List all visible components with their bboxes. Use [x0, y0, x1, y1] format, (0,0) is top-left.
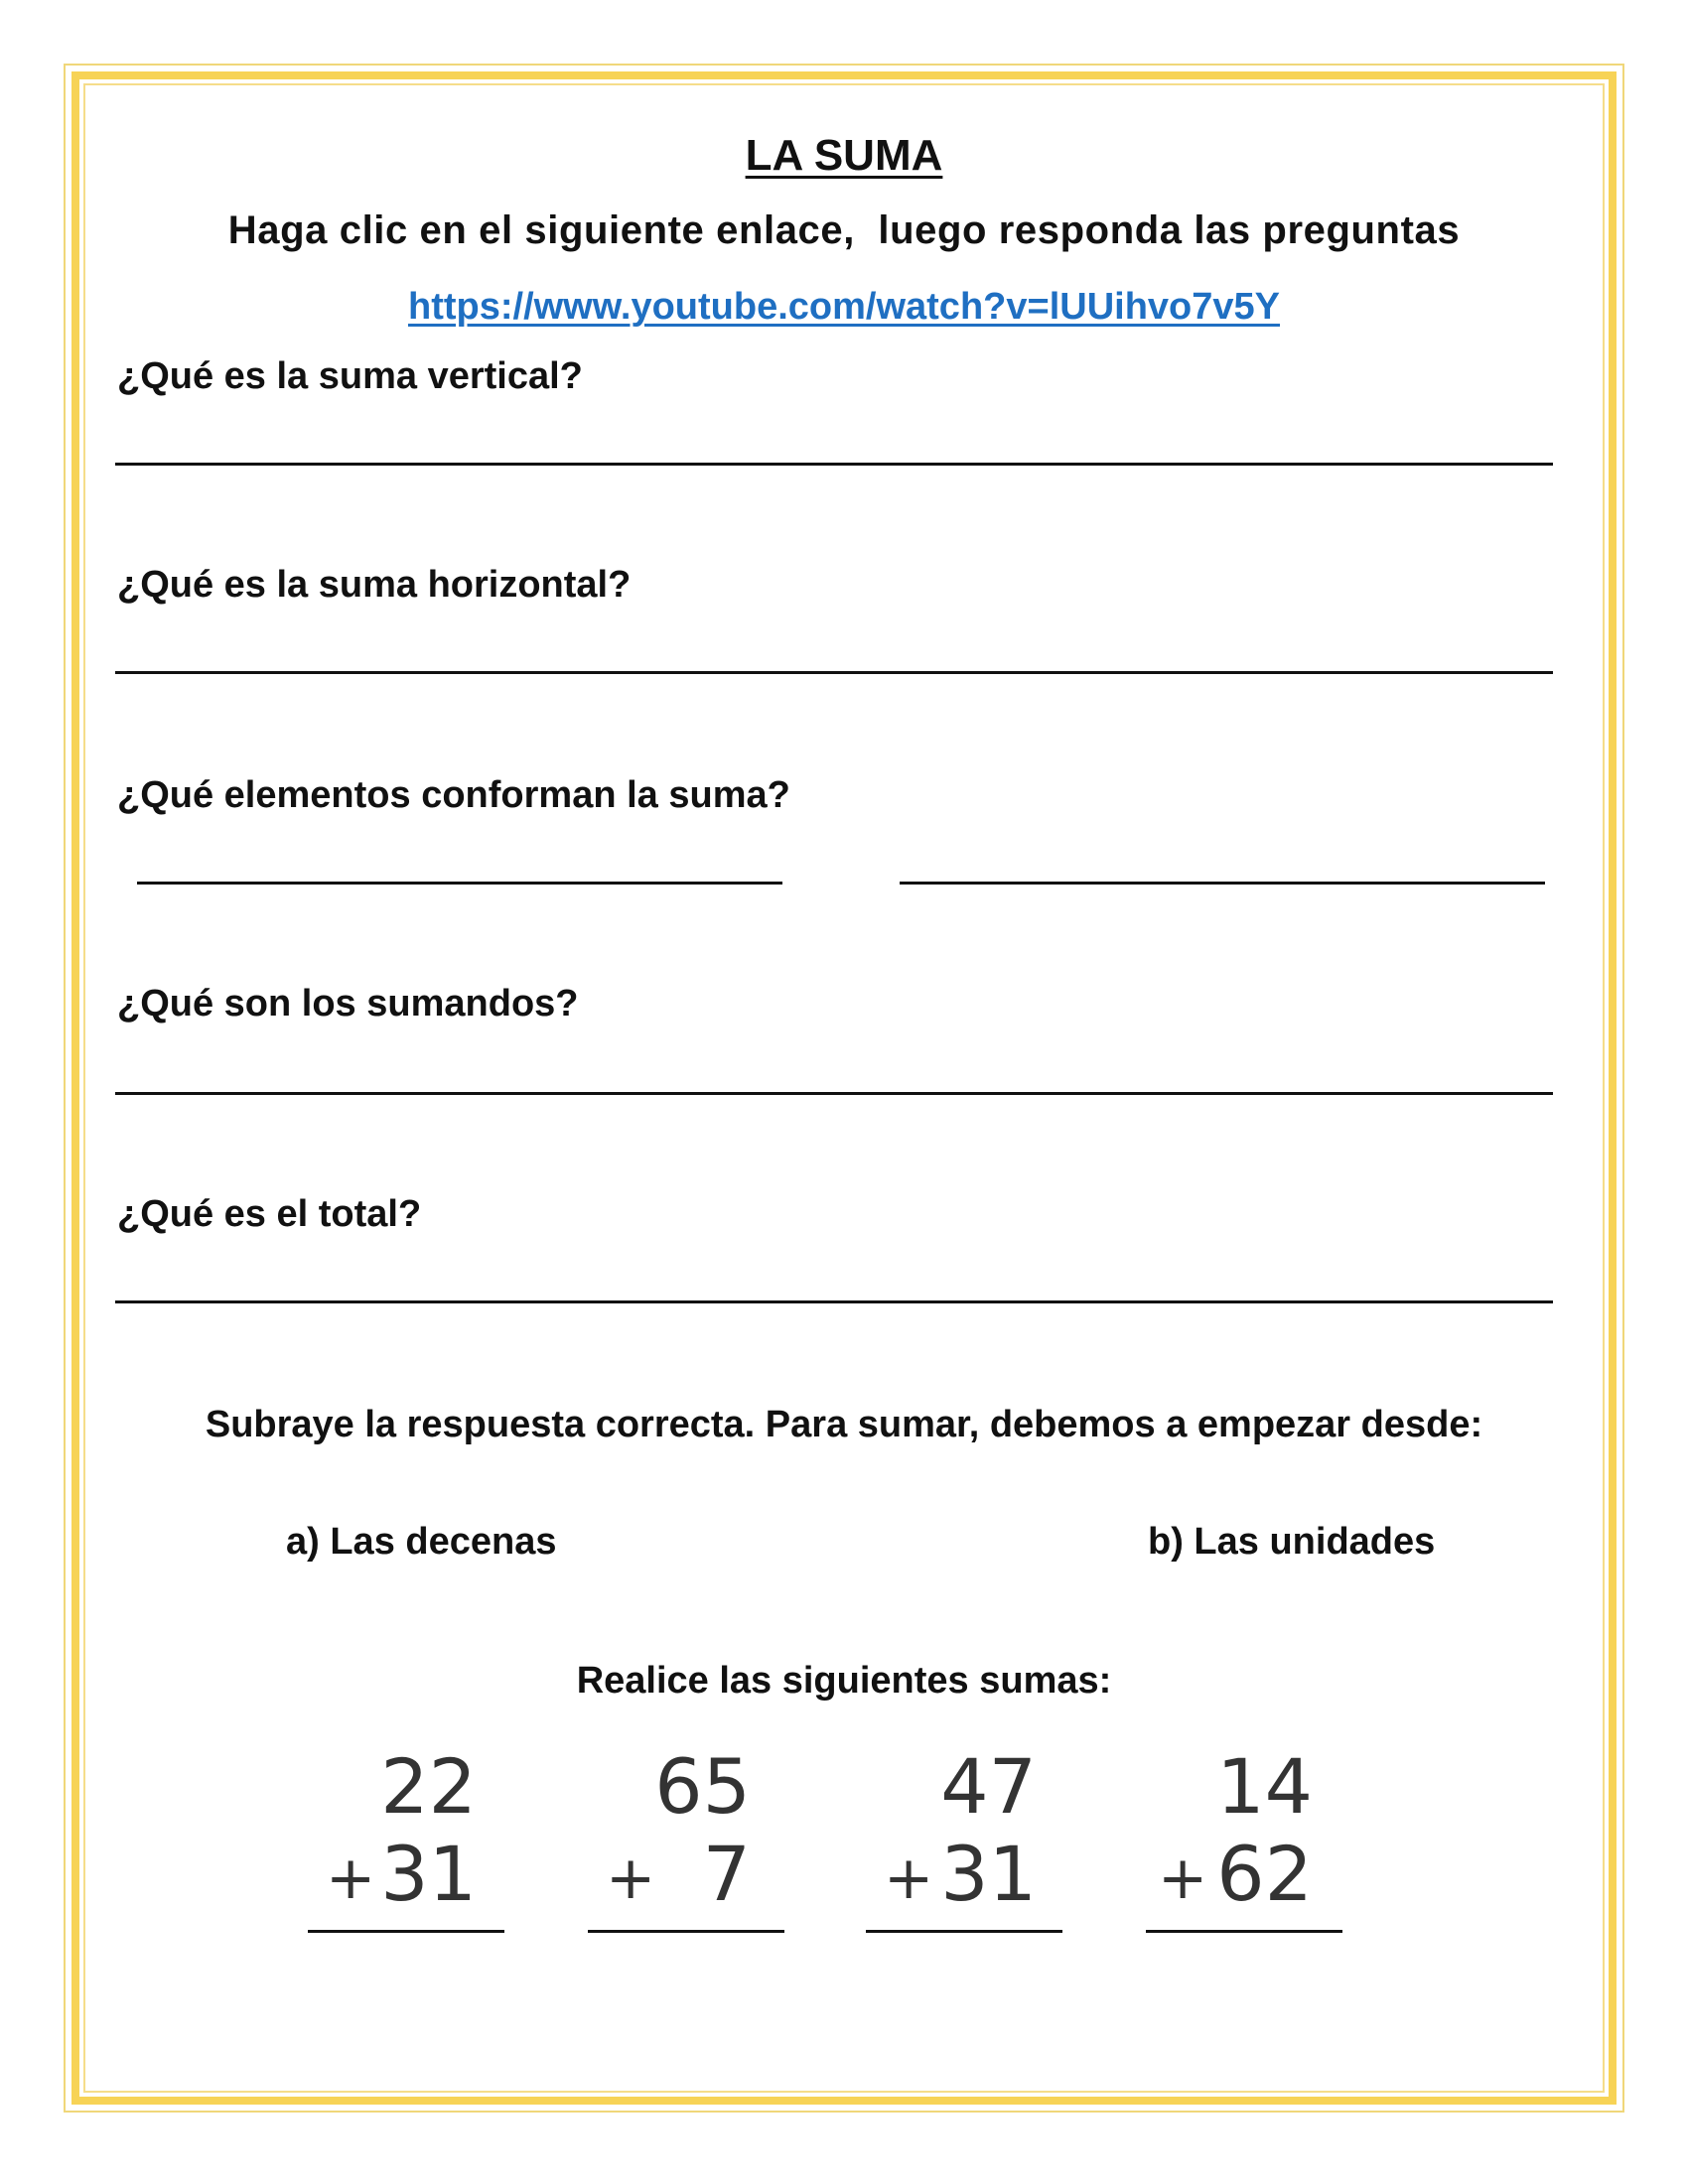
sum-1-plus: + [326, 1843, 376, 1913]
answer-line-horizontal[interactable] [115, 671, 1553, 674]
sum-2-top: 65 [654, 1742, 751, 1831]
sum-2-plus: + [606, 1843, 656, 1913]
question-elements: ¿Qué elementos conforman la suma? [117, 774, 790, 816]
answer-line-total[interactable] [115, 1300, 1553, 1303]
sum-1-bottom: 31 [380, 1830, 477, 1918]
sum-1-result-line[interactable] [308, 1930, 504, 1933]
sum-3-bottom: 31 [940, 1830, 1037, 1918]
answer-line-sumandos[interactable] [115, 1092, 1553, 1095]
sum-3-result-line[interactable] [866, 1930, 1062, 1933]
option-a[interactable]: a) Las decenas [286, 1521, 557, 1563]
question-horizontal: ¿Qué es la suma horizontal? [117, 564, 632, 606]
page-title: LA SUMA [745, 131, 943, 180]
underline-prompt: Subraye la respuesta correcta. Para sumar, debemos a empezar desde: [205, 1404, 1483, 1445]
sum-1-top: 22 [380, 1742, 477, 1831]
question-total: ¿Qué es el total? [117, 1193, 422, 1235]
sum-4-result-line[interactable] [1146, 1930, 1342, 1933]
video-link-anchor[interactable]: https://www.youtube.com/watch?v=lUUihvo7v5Y [407, 286, 1280, 328]
question-vertical: ¿Qué es la suma vertical? [117, 355, 583, 397]
answer-line-elements-2[interactable] [900, 882, 1545, 885]
sum-4-top: 14 [1216, 1742, 1313, 1831]
sum-4-plus: + [1158, 1843, 1208, 1913]
sum-3-plus: + [884, 1843, 934, 1913]
question-sumandos: ¿Qué son los sumandos? [117, 983, 579, 1024]
sums-heading: Realice las siguientes sumas: [576, 1660, 1112, 1702]
instructions: Haga clic en el siguiente enlace, luego responda las preguntas [227, 208, 1461, 252]
answer-line-vertical[interactable] [115, 463, 1553, 466]
option-b[interactable]: b) Las unidades [1148, 1521, 1436, 1563]
sum-2-result-line[interactable] [588, 1930, 784, 1933]
video-link[interactable] [0, 286, 1688, 329]
sum-3-top: 47 [940, 1742, 1037, 1831]
sum-2-bottom: 7 [702, 1830, 751, 1918]
sum-4-bottom: 62 [1216, 1830, 1313, 1918]
answer-line-elements-1[interactable] [137, 882, 782, 885]
